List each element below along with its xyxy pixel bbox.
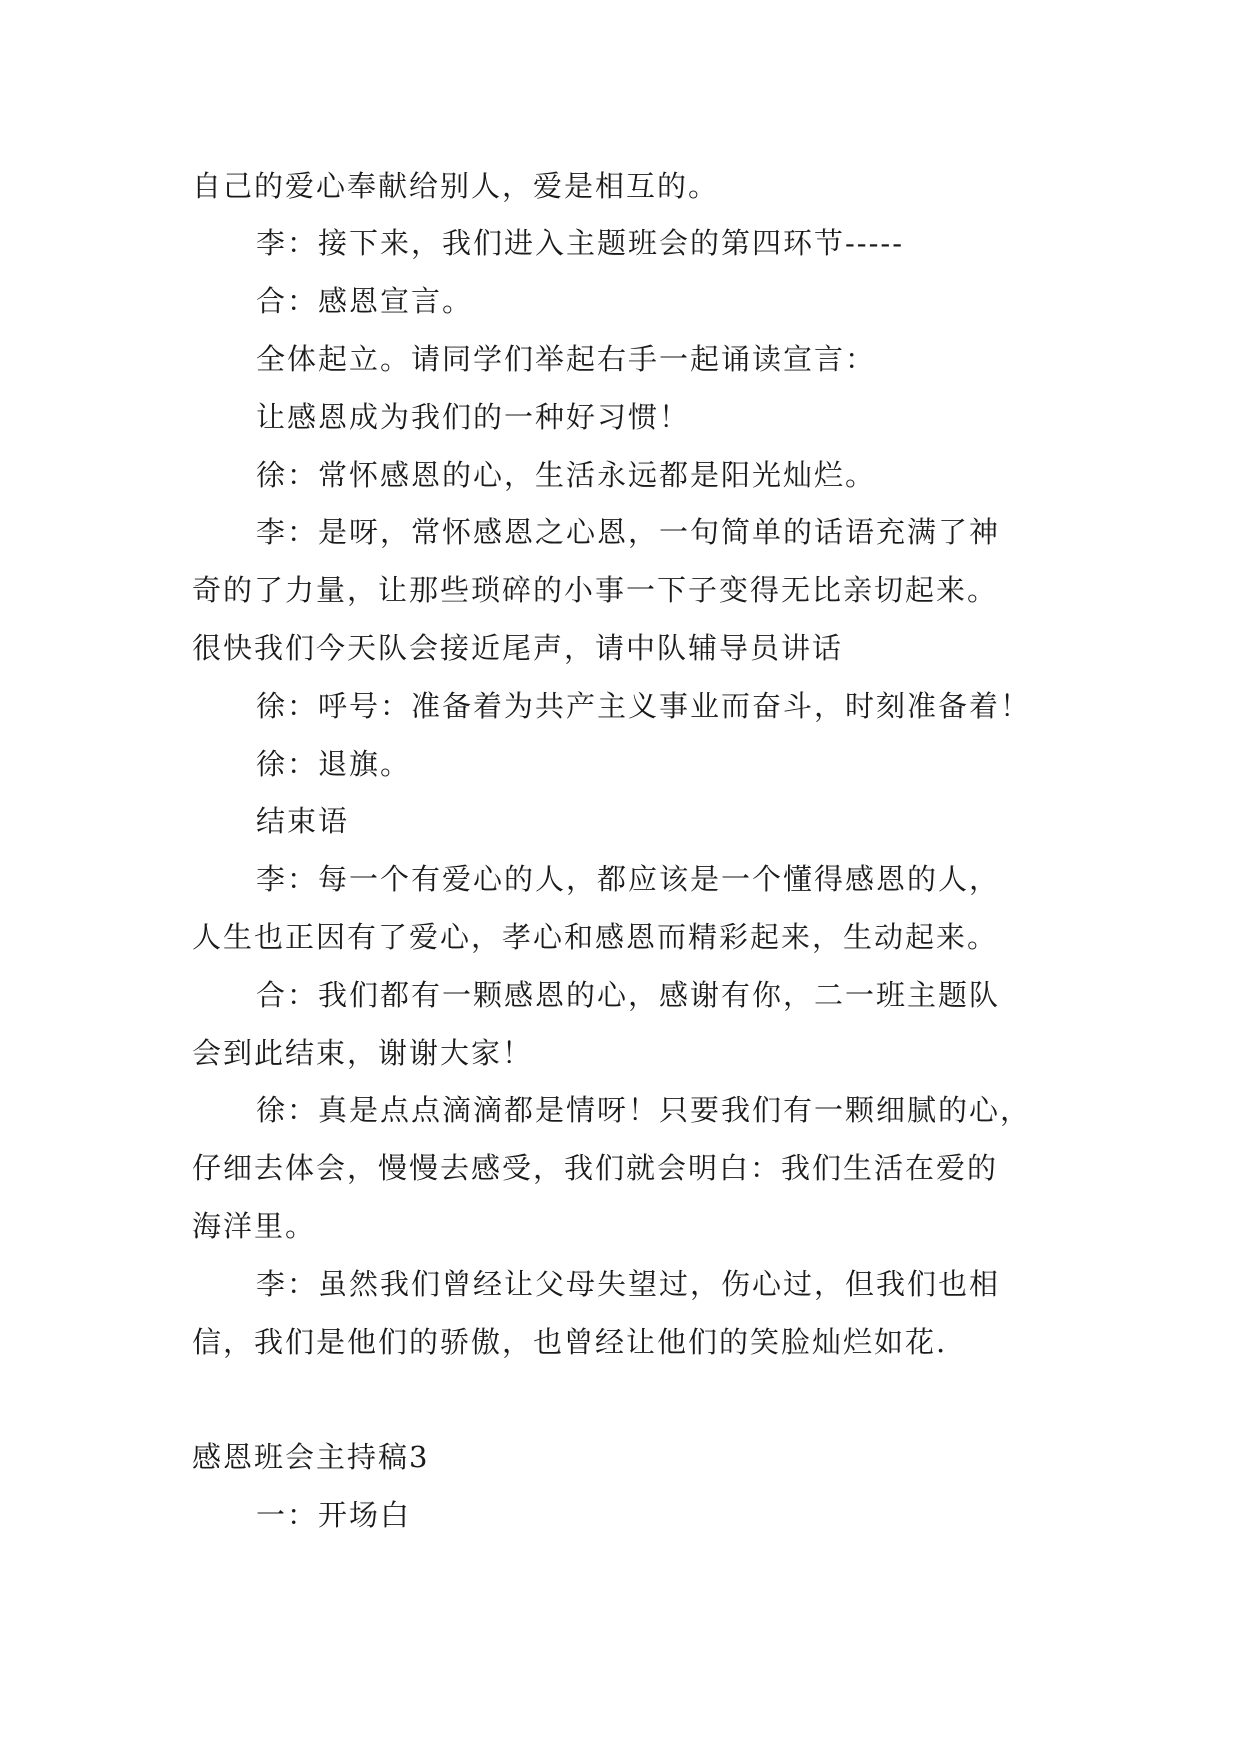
paragraph-line: 很快我们今天队会接近尾声，请中队辅导员讲话 bbox=[192, 631, 844, 665]
section-heading: 结束语 bbox=[256, 804, 350, 838]
paragraph-line: 徐：真是点点滴滴都是情呀！只要我们有一颗细腻的心， bbox=[256, 1093, 1032, 1127]
paragraph-line: 信，我们是他们的骄傲，也曾经让他们的笑脸灿烂如花. bbox=[192, 1325, 948, 1359]
paragraph-line: 人生也正因有了爱心，孝心和感恩而精彩起来，生动起来。 bbox=[192, 920, 999, 954]
paragraph-line: 会到此结束，谢谢大家！ bbox=[192, 1036, 534, 1070]
paragraph-line: 全体起立。请同学们举起右手一起诵读宣言： bbox=[256, 342, 877, 376]
paragraph-line: 合：感恩宣言。 bbox=[256, 284, 474, 318]
paragraph-line: 徐：呼号：准备着为共产主义事业而奋斗，时刻准备着！ bbox=[256, 689, 1032, 723]
paragraph-line: 奇的了力量，让那些琐碎的小事一下子变得无比亲切起来。 bbox=[192, 573, 999, 607]
paragraph-line: 徐：退旗。 bbox=[256, 747, 412, 781]
paragraph-line: 李：接下来，我们进入主题班会的第四环节----- bbox=[256, 226, 904, 260]
document-title: 感恩班会主持稿3 bbox=[192, 1440, 430, 1474]
paragraph-line: 仔细去体会，慢慢去感受，我们就会明白：我们生活在爱的 bbox=[192, 1151, 999, 1185]
paragraph-line: 合：我们都有一颗感恩的心，感谢有你，二一班主题队 bbox=[256, 978, 1001, 1012]
paragraph-line: 自己的爱心奉献给别人，爱是相互的。 bbox=[192, 169, 720, 203]
paragraph-line: 李：虽然我们曾经让父母失望过，伤心过，但我们也相 bbox=[256, 1267, 1001, 1301]
section-heading: 一：开场白 bbox=[256, 1498, 412, 1532]
paragraph-line: 徐：常怀感恩的心，生活永远都是阳光灿烂。 bbox=[256, 458, 877, 492]
paragraph-line: 李：每一个有爱心的人，都应该是一个懂得感恩的人， bbox=[256, 862, 1001, 896]
paragraph-line: 让感恩成为我们的一种好习惯！ bbox=[256, 400, 691, 434]
paragraph-line: 海洋里。 bbox=[192, 1209, 317, 1243]
paragraph-line: 李：是呀，常怀感恩之心恩，一句简单的话语充满了神 bbox=[256, 515, 1001, 549]
